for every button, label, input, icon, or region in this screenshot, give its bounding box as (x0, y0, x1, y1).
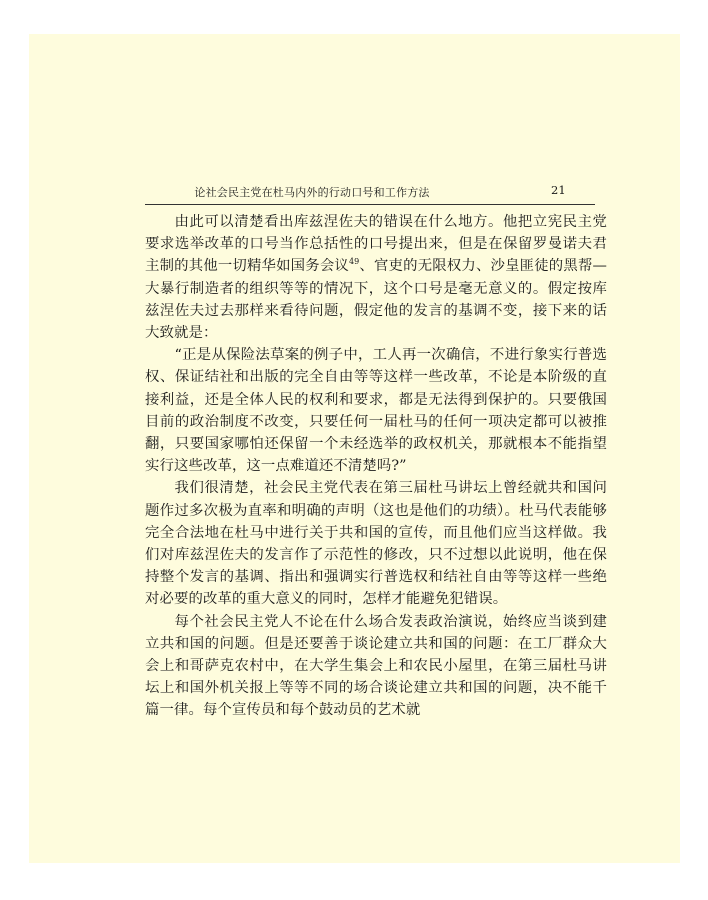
paragraph-1 (145, 211, 607, 344)
paragraph-4: 每个社会民主党人不论在什么场合发表政治演说，始终应当谈到建立共和国的问题。但是还要善于谈论建立共和国的问题：在工厂群众大会上和哥萨克农村中，在大学生集会上和农民小屋里，在第三届杜马讲坛上和国外机关报上等等不同的场合谈论建立共和国的问题，决不能千篇一律。每个宣传员和每个鼓动员的艺术就 (145, 613, 607, 719)
header-divider (145, 204, 595, 205)
page-number: 21 (551, 183, 566, 197)
body-text (145, 211, 607, 722)
header-title: 论社会民主党在杜马内外的行动口号和工作方法 (194, 186, 430, 199)
paragraph-1-text-cont: 、官吏的无限权力、沙皇匪徒的黑帮— 大暴行制造者的组织等等的情况下，这个口号是毫无意义的。假定按库兹涅佐夫过去那样来看待问题，假定他的发言的基调不变，接下来的话大致就是： (145, 258, 607, 342)
paragraph-2-quote: “正是从保险法草案的例子中，工人再一次确信，不进行象实行普选权、保证结社和出版的完全自由等等这样一些改革，不论是本阶级的直接利益，还是全体人民的权利和要求，都是无法得到保护的。只要俄国目前的政治制度不改变，只要任何一届杜马的任何一项决定都可以被推翻，只要国家哪怕还保留一个未经选举的政权机关，那就根本不能指望实行这些改革，这一点难道还不清楚吗?” (145, 347, 607, 475)
paragraph-3: 我们很清楚，社会民主党代表在第三届杜马讲坛上曾经就共和国问题作过多次极为直率和明确的声明（这也是他们的功绩）。杜马代表能够完全合法地在杜马中进行关于共和国的宣传，而且他们应当这样做。我们对库兹涅佐夫的发言作了示范性的修改，只不过想以此说明，他在保持整个发言的基调、指出和强调实行普选权和结社自由等等这样一些绝对必要的改革的重大意义的同时，怎样才能避免犯错误。 (145, 480, 607, 608)
paragraph-1-text: 由此可以清楚看出库兹涅佐夫的错误在什么地方。他把立宪民主党要求选举改革的口号当作总括性的口号提出来，但是在保留罗曼诺夫君主制的其他一切精华如国务会议 (145, 214, 607, 275)
running-header (29, 174, 595, 204)
footnote-marker[interactable]: 49 (348, 257, 360, 267)
book-page (29, 34, 680, 863)
